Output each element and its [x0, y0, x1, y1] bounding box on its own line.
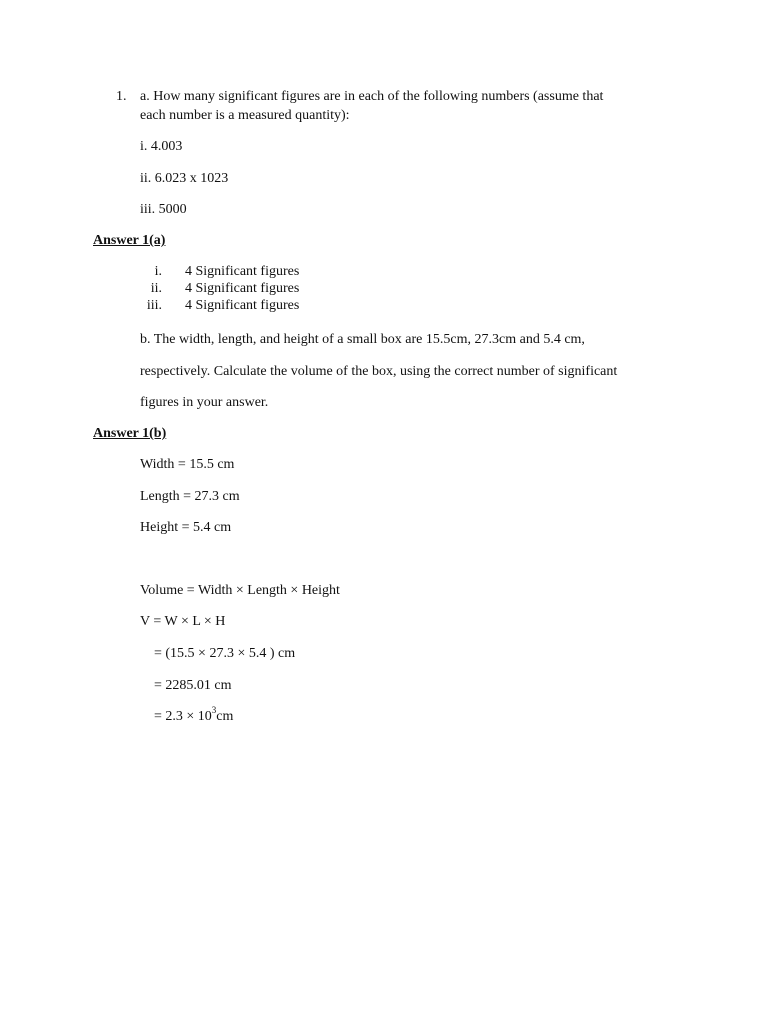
answer-b-width: Width = 15.5 cm [140, 457, 235, 472]
answer-b-length: Length = 27.3 cm [140, 489, 240, 504]
question-b-line1: b. The width, length, and height of a small box are 15.5cm, 27.3cm and 5.4 cm, [140, 332, 585, 347]
question-b-line3: figures in your answer. [140, 395, 269, 410]
answer-b-volume-formula: Volume = Width × Length × Height [140, 583, 340, 598]
answer-b-step3-exponent: 3 [211, 705, 217, 716]
question-a-item-ii: ii. 6.023 x 1023 [140, 171, 229, 186]
question-number: 1. [116, 89, 127, 104]
answer-b-step3-unit: cm [216, 709, 234, 724]
question-a-prompt-line1: a. How many significant figures are in each of the following numbers (assume that [140, 89, 604, 104]
question-b-line2: respectively. Calculate the volume of the box, using the correct number of significant [140, 364, 618, 379]
answer-a-text-iii: 4 Significant figures [185, 298, 300, 313]
answer-b-step3-base: = 2.3 × 10 [154, 709, 212, 724]
question-a-item-iii: iii. 5000 [140, 202, 187, 217]
answer-a-numeral-ii: ii. [150, 281, 162, 296]
answer-a-text-i: 4 Significant figures [185, 264, 300, 279]
answer-b-v-formula: V = W × L × H [140, 614, 226, 629]
answer-b-step3 [154, 705, 234, 725]
question-a-prompt-line2: each number is a measured quantity): [140, 108, 350, 123]
answer-a-heading: Answer 1(a) [93, 233, 166, 248]
answer-a-text-ii: 4 Significant figures [185, 281, 300, 296]
question-a-item-i: i. 4.003 [140, 139, 183, 154]
answer-a-numeral-iii: iii. [146, 298, 162, 313]
answer-a-numeral-i: i. [154, 264, 162, 279]
answer-b-heading: Answer 1(b) [93, 426, 167, 441]
answer-b-height: Height = 5.4 cm [140, 520, 232, 535]
answer-b-step2: = 2285.01 cm [154, 678, 232, 693]
answer-b-step1: = (15.5 × 27.3 × 5.4 ) cm [154, 646, 296, 661]
